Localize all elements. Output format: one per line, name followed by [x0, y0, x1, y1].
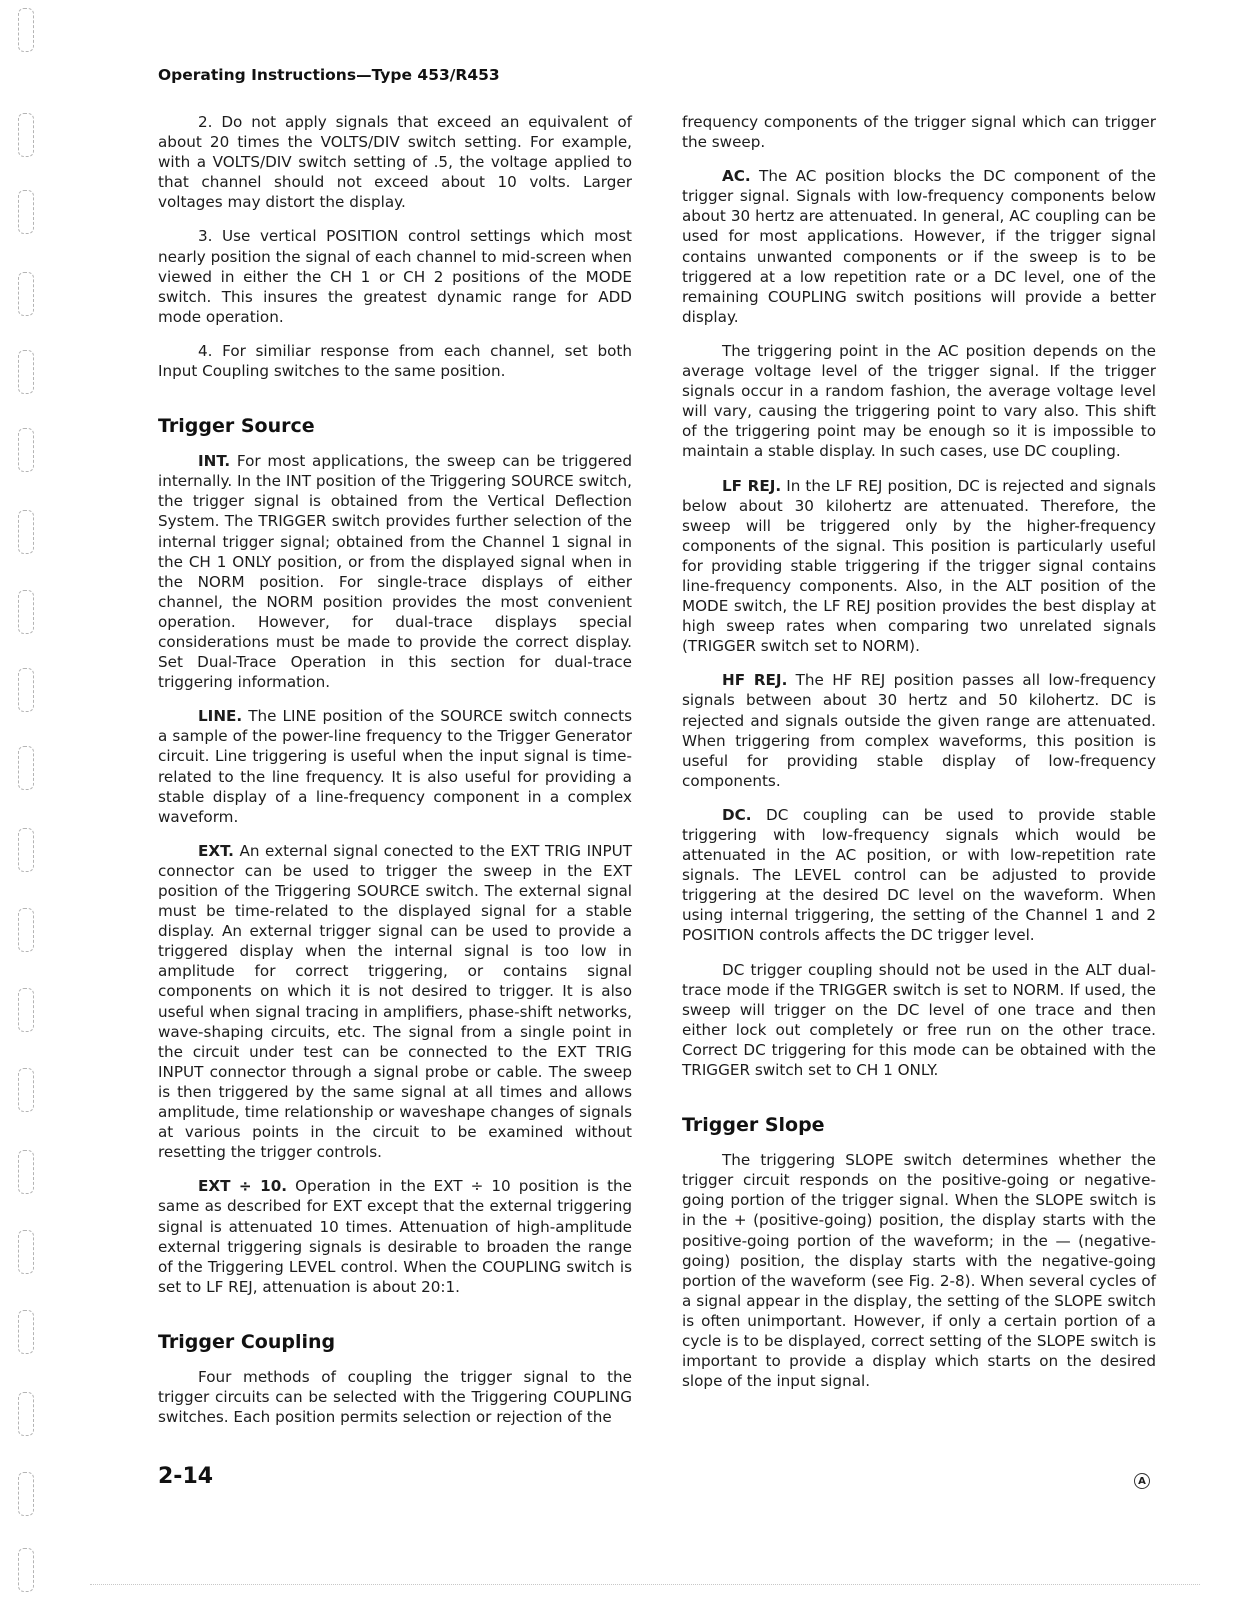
binder-hole — [18, 8, 34, 52]
page-number: 2-14 — [158, 1464, 214, 1489]
paragraph-text: For most applications, the sweep can be triggered internally. In the INT position of the Triggering SOURCE switch, the trigger signal is obtained from the Vertical Deflection System. The TRIGGER switch provides further selection of the internal trigger signal; obtained from the Channel 1 signal in the CH 1 ONLY position, or from the displayed signal when in the NORM position. For single-trace displays of either channel, the NORM position provides the most convenient operation. However, for dual-trace displays special considerations must be made to provide the correct display. Set Dual-Trace Operation in this section for dual-trace triggering information. — [158, 452, 632, 692]
binder-hole — [18, 1230, 34, 1274]
paragraph-text: The triggering SLOPE switch determines whether the trigger circuit responds on the positive-going or negative-going portion of the trigger signal. When the SLOPE switch is in the + (positive-going) position, the display starts with the positive-going portion of the waveform; in the — (negative-going) position, the display starts with the negative-going portion of the waveform (see Fig. 2-8). When several cycles of a signal appear in the display, the setting of the SLOPE switch is often unimportant. However, if only a certain portion of a cycle is to be displayed, correct setting of the SLOPE switch is important to provide a display which starts on the desired slope of the input signal. — [682, 1151, 1156, 1391]
paragraph-text: The AC position blocks the DC component of the trigger signal. Signals with low-frequency components below about 30 hertz are attenuated. In general, AC coupling can be used for most applications. However, if the trigger signal contains unwanted components or if the sweep is to be triggered at a low repetition rate or a DC level, one of the remaining COUPLING switch positions will provide a better display. — [682, 167, 1156, 326]
paragraph-text: In the LF REJ position, DC is rejected and signals below about 30 kilohertz are attenuated. Therefore, the sweep will be triggered only by the higher-frequency components of the signal. This position is particularly useful for providing stable triggering if the trigger signal contains line-frequency components. Also, in the ALT position of the MODE switch, the LF REJ position provides the best display at high sweep rates when comparing two unrelated signals (TRIGGER switch set to NORM). — [682, 476, 1156, 656]
paragraph — [682, 341, 1156, 462]
paragraph-text: Four methods of coupling the trigger signal to the trigger circuits can be selected with the Triggering COUPLING switches. Each position permits selection or rejection of the — [158, 1367, 632, 1427]
paragraph-lead-term: EXT. — [198, 841, 234, 860]
paragraph — [682, 166, 1156, 327]
paragraph — [682, 805, 1156, 946]
left-column — [158, 112, 632, 1441]
binder-hole — [18, 350, 34, 394]
paragraph-text: The triggering point in the AC position depends on the average voltage level of the trigger signal. If the trigger signals occur in a random fashion, the average voltage level will vary, causing the triggering point to vary also. This shift of the triggering point may be enough so it is impossible to maintain a stable display. In such cases, use DC coupling. — [682, 341, 1156, 461]
paragraph-text: The LINE position of the SOURCE switch connects a sample of the power-line frequency to the Trigger Generator circuit. Line triggering is useful when the input signal is time-related to the line frequency. It is also useful for providing a stable display of a line-frequency component in a complex waveform. — [158, 707, 632, 826]
paragraph — [158, 1367, 632, 1427]
paragraph — [682, 1150, 1156, 1391]
paragraph — [158, 706, 632, 827]
paragraph-text: 4. For similiar response from each channel, set both Input Coupling switches to the same position. — [158, 341, 632, 381]
binder-hole — [18, 590, 34, 634]
paragraph-lead-term: INT. — [198, 452, 231, 471]
paragraph-text: The HF REJ position passes all low-frequency signals between about 30 hertz and 50 kilohertz. DC is rejected and signals outside the given range are attenuated. When triggering from complex waveforms, this position is useful for providing stable display of low-frequency components. — [682, 671, 1156, 790]
paragraph — [158, 1176, 632, 1297]
paragraph-lead-term: EXT ÷ 10. — [198, 1177, 288, 1196]
paragraph — [158, 451, 632, 692]
paragraph-text: frequency components of the trigger signal which can trigger the sweep. — [682, 113, 1156, 152]
binder-hole — [18, 1068, 34, 1112]
paragraph-lead-term: LINE. — [198, 707, 243, 726]
running-header: Operating Instructions—Type 453/R453 — [158, 66, 500, 84]
binder-hole — [18, 1310, 34, 1354]
right-column — [682, 112, 1156, 1405]
paragraph — [158, 226, 632, 326]
section-heading: Trigger Source — [158, 415, 315, 438]
binder-hole — [18, 272, 34, 316]
section-heading: Trigger Coupling — [158, 1330, 336, 1353]
binder-hole — [18, 113, 34, 157]
binder-hole — [18, 908, 34, 952]
paragraph-text: Operation in the EXT ÷ 10 position is the same as described for EXT except that the external triggering signal is attenuated 10 times. Attenuation of high-amplitude external triggering signals is desirable to broaden the range of the Triggering LEVEL control. When the COUPLING switch is set to LF REJ, attenuation is about 20:1. — [158, 1177, 632, 1296]
binder-hole — [18, 746, 34, 790]
binder-hole-strip — [14, 0, 40, 1600]
section-heading: Trigger Slope — [682, 1114, 825, 1137]
binder-hole — [18, 828, 34, 872]
paragraph — [158, 112, 632, 212]
paragraph-text: 2. Do not apply signals that exceed an equivalent of about 20 times the VOLTS/DIV switch setting. For example, with a VOLTS/DIV switch setting of .5, the voltage applied to that channel should not exceed about 10 volts. Larger voltages may distort the display. — [158, 113, 632, 212]
paragraph — [158, 341, 632, 381]
paragraph-text: DC coupling can be used to provide stable triggering with low-frequency signals which would be attenuated in the AC position, or with low-repetition rate signals. The LEVEL control can be adjusted to provide triggering at the desired DC level on the waveform. When using internal triggering, the setting of the Channel 1 and 2 POSITION controls affects the DC trigger level. — [682, 805, 1156, 945]
revision-mark: A — [1134, 1473, 1150, 1489]
paragraph — [682, 960, 1156, 1081]
binder-hole — [18, 1150, 34, 1194]
paragraph-lead-term: AC. — [722, 167, 751, 186]
binder-hole — [18, 428, 34, 472]
paragraph — [682, 476, 1156, 657]
bottom-scan-edge — [90, 1584, 1200, 1585]
paragraph-text: DC trigger coupling should not be used in the ALT dual-trace mode if the TRIGGER switch is set to NORM. If used, the sweep will trigger on the DC level of one trace and then either lock out completely or free run on the other trace. Correct DC triggering for this mode can be obtained with the TRIGGER switch set to CH 1 ONLY. — [682, 960, 1156, 1080]
binder-hole — [18, 190, 34, 234]
binder-hole — [18, 510, 34, 554]
binder-hole — [18, 1392, 34, 1436]
paragraph — [682, 670, 1156, 791]
paragraph-lead-term: DC. — [722, 805, 752, 824]
paragraph — [682, 112, 1156, 152]
binder-hole — [18, 1548, 34, 1592]
paragraph — [158, 841, 632, 1163]
paragraph-lead-term: HF REJ. — [722, 671, 788, 690]
paragraph-text: An external signal conected to the EXT TRIG INPUT connector can be used to trigger the sweep in the EXT position of the Triggering SOURCE switch. The external signal must be time-related to the displayed signal for a stable display. An external trigger signal can be used to provide a triggered display when the internal signal is too low in amplitude for correct triggering, or contains signal components on which it is not desired to trigger. It is also useful when signal tracing in amplifiers, phase-shift networks, wave-shaping circuits, etc. The signal from a single point in the circuit under test can be connected to the EXT TRIG INPUT connector through a signal probe or cable. The sweep is then triggered by the same signal at all times and allows amplitude, time relationship or waveshape changes of signals at various points in the circuit to be examined without resetting the trigger controls. — [158, 841, 632, 1162]
paragraph-lead-term: LF REJ. — [722, 476, 782, 495]
binder-hole — [18, 988, 34, 1032]
binder-hole — [18, 1472, 34, 1516]
paragraph-text: 3. Use vertical POSITION control settings which most nearly position the signal of each channel to mid-screen when viewed in either the CH 1 or CH 2 positions of the MODE switch. This insures the greatest dynamic range for ADD mode operation. — [158, 227, 632, 326]
binder-hole — [18, 668, 34, 712]
